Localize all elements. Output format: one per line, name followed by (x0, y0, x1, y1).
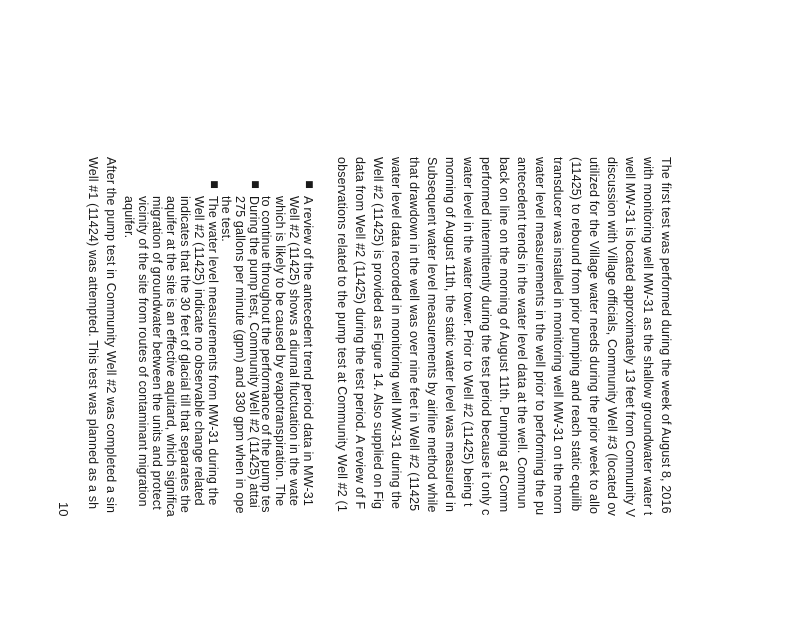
paragraph-1-line: water level data recorded in monitoring well MW-31 during the (389, 157, 403, 510)
bullet-1-line: Well #2 (11425) shows a diurnal fluctuation in the wate (287, 196, 301, 507)
paragraph-1-line: well MW-31 is located approximately 13 feet from Community V (623, 157, 637, 518)
paragraph-1-line: water level in the water tower. Prior to Well #2 (11425) being t (461, 157, 475, 507)
bullet-1-line: which is likely to be caused by evapotranspiration. The (273, 196, 287, 507)
paragraph-1-line: morning of August 11th, the static water level was measured in (443, 157, 457, 513)
bullet-icon: ■ (251, 180, 260, 190)
bullet-2-line: 275 gallons per minute (gpm) and 330 gpm when in ope (233, 196, 247, 514)
bullet-3-line: Well #2 (11425) indicate no observable change related (192, 196, 206, 506)
bullet-2-line: During the pump test, Community Well #2 (11425) attai (247, 196, 261, 508)
page-number: 10 (56, 502, 71, 517)
paragraph-2-line: After the pump test in Community Well #2 was completed a sin (104, 157, 118, 514)
bullet-3-line: The water level measurements from MW-31 during the (206, 196, 220, 506)
paragraph-1-line: utilized for the Village water needs during the prior week to allo (587, 157, 601, 515)
paragraph-1-line: performed intermittently during the test period because it only c (479, 157, 493, 516)
paragraph-1-line: that drawdown in the well was over nine feet in Well #2 (11425 (407, 157, 421, 512)
paragraph-1-line: Subsequent water level measurements by airline method while (425, 157, 439, 513)
paragraph-1-line: discussion with Village officials, Community Well #3 (located ov (605, 157, 619, 517)
paragraph-1-line: back on line on the morning of August 11th. Pumping at Comm (497, 157, 511, 513)
paragraph-1-line: with monitoring well MW-31 as the shallow groundwater water t (641, 157, 655, 516)
bullet-3-line: migration of groundwater between the units and protect (150, 196, 164, 510)
paragraph-1-line: (11425) to rebound from prior pumping and reach static equilib (569, 157, 583, 512)
bullet-3-line: indicates that the 30 feet of glacial till that separates the (178, 196, 192, 513)
paragraph-1-line: data from Well #2 (11425) during the test period. A review of F (353, 157, 367, 510)
paragraph-2-line: Well #1 (11424) was attempted. This test was planned as a sh (86, 157, 100, 510)
bullet-2-line: the test. (219, 196, 233, 242)
bullet-1-line: to continue throughout the performance of the pump tes (259, 196, 273, 513)
paragraph-1-line: Well #2 (11425) is provided as Figure 14. Also supplied on Fig (371, 157, 385, 510)
paragraph-1-line: water level measurements in the well prior to performing the pu (533, 157, 547, 516)
bullet-3-line: aquifer at the site is an effective aquitard, which significa (164, 196, 178, 517)
bullet-3-line: vicinity of the site from routes of contaminant migration (136, 196, 150, 507)
paragraph-1-line: observations related to the pump test at Community Well #2 (1 (335, 157, 349, 512)
paragraph-1-line: antecedent trends in the water level data at the well. Commun (515, 157, 529, 509)
paragraph-1-line: transducer was installed in monitoring well MW-31 on the morn (551, 157, 565, 514)
paragraph-1-line: The first test was performed during the week of August 8, 2016 (659, 157, 673, 514)
bullet-3-line: aquifer. (122, 196, 136, 239)
bullet-icon: ■ (305, 180, 314, 190)
bullet-icon: ■ (210, 180, 219, 190)
bullet-1-line: A review of the antecedent trend period data in MW-31 (301, 196, 315, 506)
